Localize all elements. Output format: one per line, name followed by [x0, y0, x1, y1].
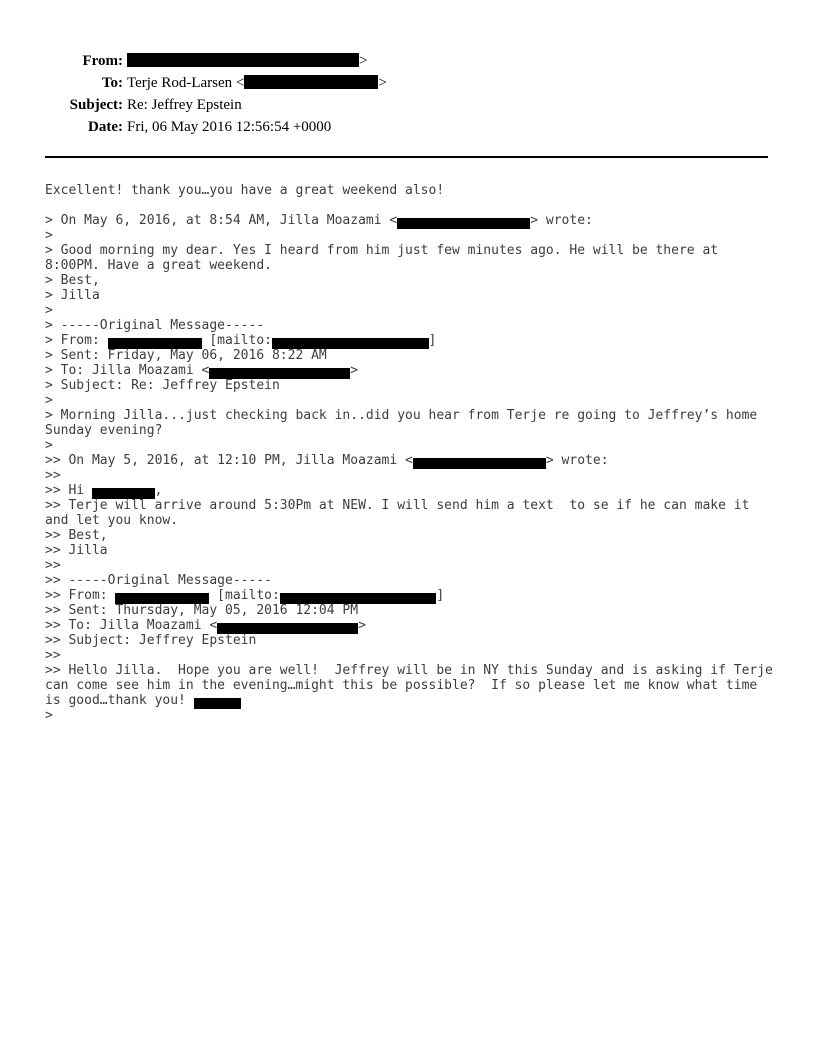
body-line [45, 258, 773, 273]
body-line [45, 708, 773, 723]
body-line [45, 438, 773, 453]
body-line-text: >> Hi [45, 483, 92, 498]
body-line-text: is good…thank you! [45, 693, 194, 708]
body-line [45, 693, 773, 708]
body-line [45, 558, 773, 573]
body-line [45, 678, 773, 693]
body-line [45, 498, 773, 513]
header-value [127, 75, 387, 92]
body-line [45, 288, 773, 303]
body-line [45, 603, 773, 618]
body-line-text: > Morning Jilla...just checking back in..did you hear from Terje re going to Jeffrey’s home [45, 408, 758, 423]
body-line-text: > [45, 708, 53, 723]
body-line [45, 363, 773, 378]
body-line-text: > [45, 303, 53, 318]
body-line-text: > [350, 363, 359, 378]
body-line-text: > Best, [45, 273, 100, 288]
redaction-bar [413, 458, 546, 469]
redaction-bar [397, 218, 530, 229]
body-line [45, 393, 773, 408]
body-line-text: Excellent! thank you…you have a great weekend also! [45, 183, 445, 198]
body-line-text: > From: [45, 333, 108, 348]
body-line [45, 333, 773, 348]
body-line-text: >> To: Jilla Moazami < [45, 618, 218, 633]
redaction-bar [194, 698, 241, 709]
body-line [45, 543, 773, 558]
body-line [45, 213, 773, 228]
header-value-text: > [359, 53, 368, 69]
body-line-text: > To: Jilla Moazami < [45, 363, 210, 378]
header-label: To: [101, 75, 123, 91]
body-line [45, 198, 773, 213]
body-line [45, 648, 773, 663]
body-line [45, 273, 773, 288]
header-value-text: Re: Jeffrey Epstein [127, 97, 242, 113]
header-label: From: [82, 53, 123, 69]
body-line [45, 303, 773, 318]
body-line-text: can come see him in the evening…might this be possible? If so please let me know what time [45, 678, 758, 693]
body-line [45, 348, 773, 363]
body-line-text: > Sent: Friday, May 06, 2016 8:22 AM [45, 348, 327, 363]
header-row-date [43, 119, 387, 141]
header-row-to [43, 75, 387, 97]
body-line-text: >> From: [45, 588, 116, 603]
body-line [45, 633, 773, 648]
body-line [45, 423, 773, 438]
redaction-bar [127, 53, 359, 67]
body-line [45, 618, 773, 633]
body-line-text: 8:00PM. Have a great weekend. [45, 258, 272, 273]
body-line [45, 528, 773, 543]
body-line-text: > wrote: [545, 453, 609, 468]
email-body [45, 183, 773, 723]
header-row-subject [43, 97, 387, 119]
body-line [45, 468, 773, 483]
body-line-text: > Jilla [45, 288, 100, 303]
header-divider [45, 156, 768, 158]
body-line [45, 243, 773, 258]
body-line [45, 573, 773, 588]
email-header [43, 53, 387, 141]
body-line-text: ] [436, 588, 445, 603]
header-value-text: Fri, 06 May 2016 12:56:54 +0000 [127, 119, 332, 135]
header-label: Date: [88, 119, 123, 135]
body-line [45, 318, 773, 333]
body-line [45, 663, 773, 678]
body-line-text: , [154, 483, 163, 498]
header-value [127, 53, 367, 70]
body-line-text: > Good morning my dear. Yes I heard from him just few minutes ago. He will be there at [45, 243, 719, 258]
body-line [45, 588, 773, 603]
redaction-bar [244, 75, 378, 89]
body-line-text: Sunday evening? [45, 423, 163, 438]
body-line-text: >> -----Original Message----- [45, 573, 272, 588]
body-line-text: [mailto: [201, 333, 272, 348]
body-line-text: ] [428, 333, 437, 348]
header-value-text: Terje Rod-Larsen < [127, 75, 245, 91]
body-line-text: >> Hello Jilla. Hope you are well! Jeffrey will be in NY this Sunday and is asking if Terje [45, 663, 773, 678]
body-line-text: [mailto: [209, 588, 280, 603]
body-line-text: >> Subject: Jeffrey Epstein [45, 633, 257, 648]
header-row-from [43, 53, 387, 75]
body-line [45, 183, 773, 198]
body-line [45, 228, 773, 243]
body-line-text: >> [45, 468, 61, 483]
body-line-text: >> On May 5, 2016, at 12:10 PM, Jilla Moazami < [45, 453, 413, 468]
body-line [45, 453, 773, 468]
body-line-text: > [45, 393, 53, 408]
body-line-text: > [45, 438, 53, 453]
body-line [45, 483, 773, 498]
header-label: Subject: [69, 97, 123, 113]
body-line-text: > Subject: Re: Jeffrey Epstein [45, 378, 280, 393]
header-value [127, 119, 331, 136]
body-line-text: > -----Original Message----- [45, 318, 265, 333]
body-line-text: >> Terje will arrive around 5:30Pm at NEW. I will send him a text to se if he can make it [45, 498, 750, 513]
body-line-text: and let you know. [45, 513, 179, 528]
body-line [45, 513, 773, 528]
body-line-text: >> Sent: Thursday, May 05, 2016 12:04 PM [45, 603, 359, 618]
body-line [45, 408, 773, 423]
body-line-text: >> Jilla [45, 543, 108, 558]
body-line [45, 378, 773, 393]
body-line-text: >> [45, 558, 61, 573]
header-value [127, 97, 242, 114]
body-line-text: > [358, 618, 366, 633]
header-value-text: > [378, 75, 387, 91]
body-line-text: > On May 6, 2016, at 8:54 AM, Jilla Moazami < [45, 213, 398, 228]
body-line-text: >> Best, [45, 528, 108, 543]
body-line-text: > [45, 228, 53, 243]
body-line-text: > wrote: [530, 213, 593, 228]
body-line-text: >> [45, 648, 61, 663]
